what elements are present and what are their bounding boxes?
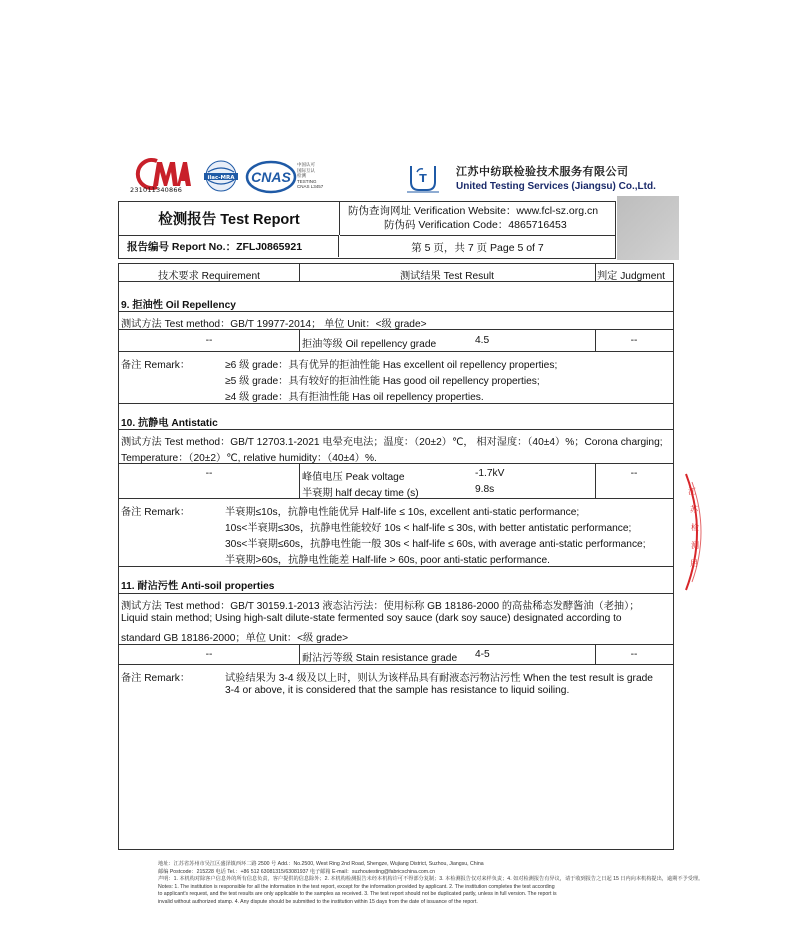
col-header-requirement: 技术要求 Requirement (158, 271, 260, 282)
footer-line: to applicant's request, and the test results are only applicable to the samples as received. 3. The test report should not be duplicated partly, unless in full version. The report is (158, 891, 557, 897)
svg-text:CNAS: CNAS (251, 169, 291, 185)
section-9-remark-line: ≥5 级 grade：具有较好的拒油性能 Has good oil repellency properties; (225, 376, 540, 387)
verification-info (340, 202, 615, 235)
cnas-accreditation-text (297, 162, 323, 190)
footer-line: 邮编 Postcode：215228 电话 Tel.：+86 512 63081315/63081937 电子邮箱 E-mail：suzhoutesting@fabricschina.com.cn (158, 868, 436, 875)
official-seal-stamp (676, 472, 706, 592)
section-10-remark-line: 半衰期≤10s，抗静电性能优异 Half-life ≤ 10s, excellent anti-static performance; (225, 507, 580, 518)
footer-line: 声明：1. 本机构对除客户信息外的所有信息负责，客户提供的信息除外；2. 本机构检测报告未经本机构许可不得部分复制；3. 本检测报告仅对来样负责；4. 如对检测报告有异议，请于收到报告之日起 15 日内向本机构提出，逾期不予受理。 (158, 876, 704, 882)
section-9-title: 9. 拒油性 Oil Repellency (121, 300, 236, 311)
svg-text:T: T (419, 172, 427, 185)
cnas-text-line: 国际互认 (297, 167, 315, 173)
results-table (118, 263, 674, 850)
section-9-judgment: -- (630, 335, 638, 346)
svg-text:江: 江 (688, 487, 696, 496)
report-header-table (118, 201, 616, 259)
svg-text:苏: 苏 (690, 505, 698, 514)
cnas-text-line: TESTING (297, 178, 317, 184)
section-11-title: 11. 耐沾污性 Anti-soil properties (121, 581, 275, 592)
section-11-judgment: -- (630, 649, 638, 660)
section-9-remark-label: 备注 Remark： (121, 360, 191, 371)
section-9-remark-line: ≥6 级 grade：具有优异的拒油性能 Has excellent oil repellency properties; (225, 360, 558, 371)
company-name-cn: 江苏中纺联检验技术服务有限公司 (456, 166, 629, 178)
section-10-method-line2: Temperature：（20±2）℃, relative humidity：（40±4）%. (121, 453, 377, 464)
company-name-en: United Testing Services (Jiangsu) Co.,Ltd. (456, 181, 656, 192)
section-11-remark-label: 备注 Remark： (121, 673, 191, 684)
footer-line: 地址：江苏省苏州市吴江区盛泽镇西环二路 2500 号 Add.：No.2500, West Ring 2nd Road, Shengze, Wujiang District, Suzhou, Jiangsu, China (158, 861, 484, 867)
section-9-requirement: -- (205, 335, 213, 346)
cnas-text-line: 检测 (297, 173, 306, 179)
section-10-remark-line: 10s<半衰期≤30s，抗静电性能较好 10s < half-life ≤ 30s, with better antistatic performance; (225, 523, 632, 534)
section-9-remark-line: ≥4 级 grade：具有拒油性能 Has oil repellency properties. (225, 392, 484, 403)
svg-text:ilac-MRA: ilac-MRA (207, 175, 235, 181)
section-9-item: 拒油等级 Oil repellency grade (302, 339, 437, 350)
cma-code: 231011340866 (130, 186, 183, 194)
col-header-judgment: 判定 Judgment (597, 271, 665, 282)
section-10-value-peak: -1.7kV (475, 468, 505, 479)
ilac-mra-logo (200, 160, 242, 194)
section-11-method-line1: 测试方法 Test method：GB/T 30159.1-2013 液态沾污法：使用标称 GB 18186-2000 的高盐稀态发酵酱油（老抽）； (121, 601, 640, 612)
section-10-item-halflife: 半衰期 half decay time (s) (302, 488, 419, 499)
footer-line: invalid without authorized stamp. 4. Any dispute should be submitted to the institution within 15 days from the date of issuance of the report. (158, 898, 478, 905)
section-9-value: 4.5 (475, 335, 490, 346)
verification-website: 防伪查询网址 Verification Website：www.fcl-sz.org.cn (348, 205, 599, 217)
cnas-text-line: 中国认可 (297, 162, 315, 167)
report-number: 报告编号 Report No.：ZFLJ0865921 (119, 235, 339, 257)
section-10-remark-line: 30s<半衰期≤60s，抗静电性能一般 30s < half-life ≤ 60s, with average anti-static performance; (225, 539, 646, 550)
section-11-remark-line: 试验结果为 3-4 级及以上时，则认为该样品具有耐液态污物沾污性 When the test result is grade (225, 673, 653, 684)
section-10-method-line1: 测试方法 Test method：GB/T 12703.1-2021 电晕充电法；温度：（20±2）℃， 相对湿度：（40±4）%；Corona charging; (121, 437, 663, 448)
section-10-remark-label: 备注 Remark： (121, 507, 191, 518)
cnas-text-line: CNAS L3457 (297, 184, 324, 190)
section-11-requirement: -- (205, 649, 213, 660)
section-10-value-halflife: 9.8s (475, 484, 495, 495)
section-10-requirement: -- (205, 468, 213, 479)
section-10-title: 10. 抗静电 Antistatic (121, 418, 218, 429)
svg-text:检: 检 (691, 523, 699, 532)
redacted-qr-code (617, 196, 679, 260)
report-title: 检测报告 Test Report (119, 202, 340, 235)
page-number: 第 5 页，共 7 页 Page 5 of 7 (340, 235, 615, 258)
page-footer (158, 861, 704, 906)
section-10-judgment: -- (630, 468, 638, 479)
col-header-result: 测试结果 Test Result (400, 271, 494, 282)
svg-text:测: 测 (691, 541, 699, 550)
uts-logo (405, 162, 441, 194)
section-11-remark-line: 3-4 or above, it is considered that the sample has resistance to liquid soiling. (225, 685, 570, 696)
section-11-item: 耐沾污等级 Stain resistance grade (302, 653, 458, 664)
section-10-remark-line: 半衰期>60s，抗静电性能差 Half-life > 60s, poor anti-static performance. (225, 555, 550, 566)
section-10-item-peak: 峰值电压 Peak voltage (302, 472, 405, 483)
section-11-method-line2: Liquid stain method; Using high-salt dilute-state fermented soy sauce (dark soy sauce) designated according to (121, 613, 622, 624)
cnas-logo (245, 160, 297, 194)
verification-code: 防伪码 Verification Code：4865716453 (384, 219, 567, 231)
footer-line: Notes: 1. The institution is responsible for all the information in the test report, except for the information provided by applicant. 2. The institution completes the test according (158, 883, 555, 890)
section-9-method: 测试方法 Test method：GB/T 19977-2014； 单位 Unit：<级 grade> (121, 319, 427, 330)
section-11-value: 4-5 (475, 649, 490, 660)
svg-text:用: 用 (690, 559, 698, 568)
section-11-method-line3: standard GB 18186-2000；单位 Unit：<级 grade> (121, 633, 349, 644)
